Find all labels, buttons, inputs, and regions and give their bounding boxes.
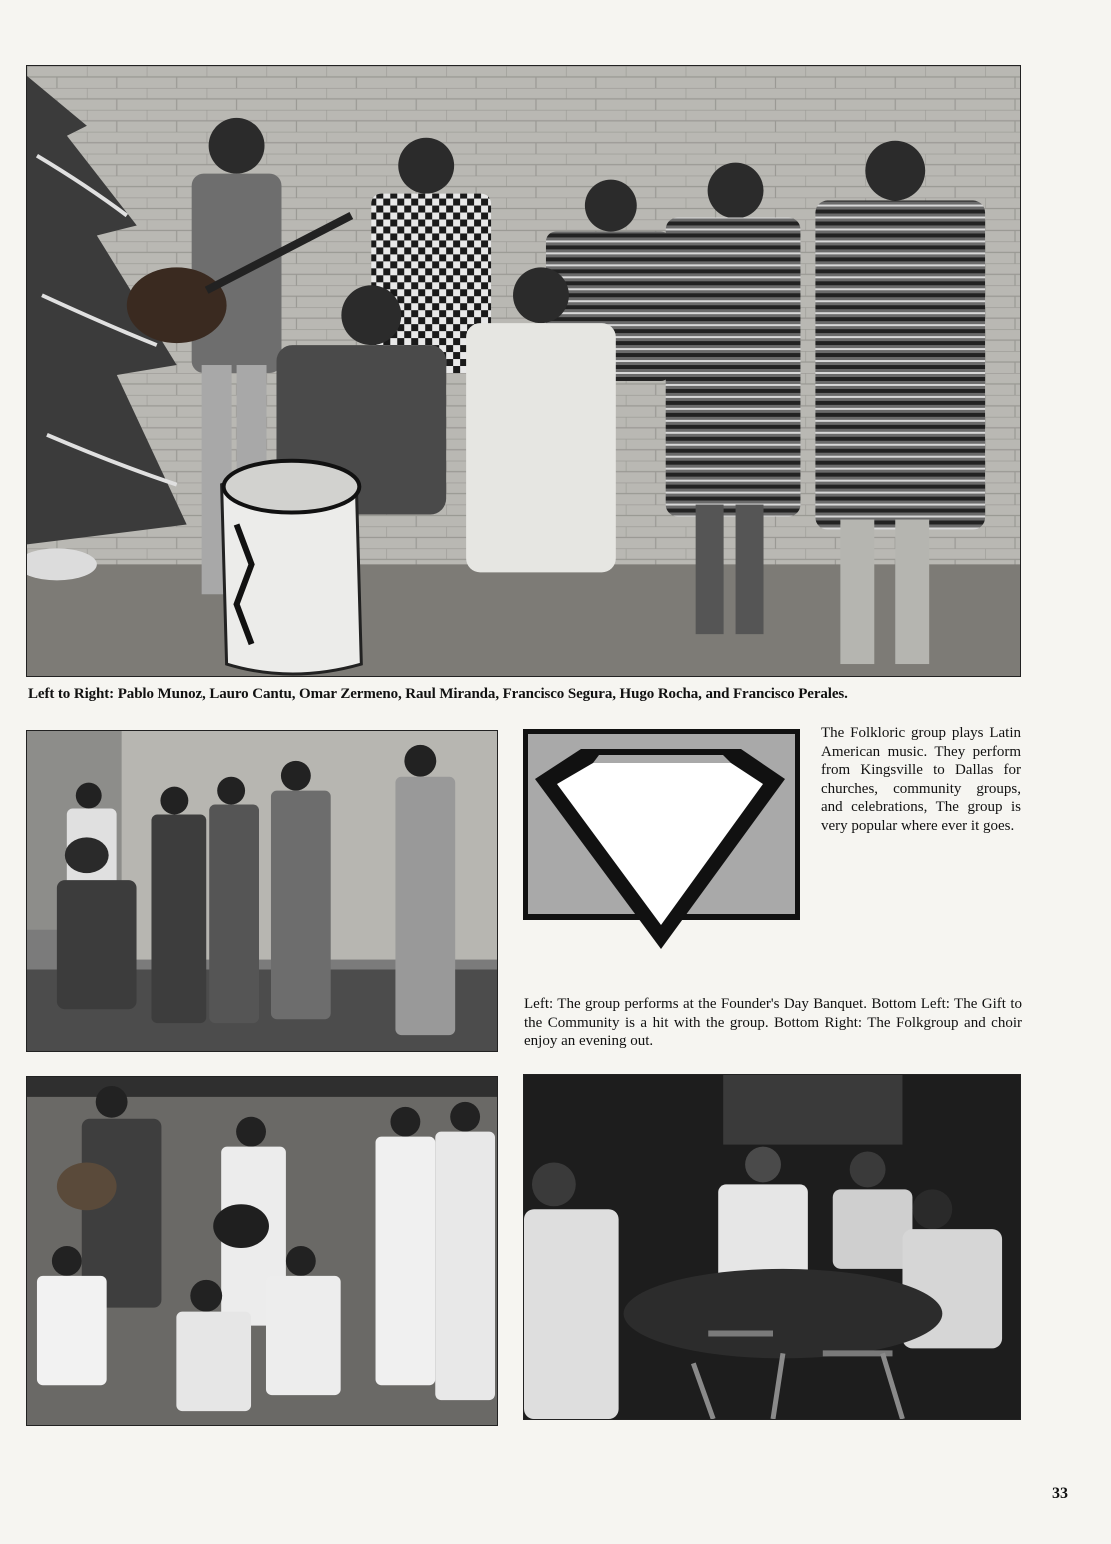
group-description: The Folkloric group plays Latin American music. They perform from Kingsville to Dallas for churches, community groups, and celebrations, The group is very popular where ever it goes.: [821, 725, 1021, 834]
banquet-photo: [26, 730, 498, 1052]
main-group-photo: [26, 65, 1021, 677]
page-number: 33: [1052, 1485, 1068, 1502]
main-photo-caption: Left to Right: Pablo Munoz, Lauro Cantu, Omar Zermeno, Raul Miranda, Francisco Segura, Hugo Rocha, and Francisco Perales.: [28, 686, 848, 702]
evening-photo: [523, 1074, 1021, 1420]
photos-caption: Left: The group performs at the Founder's Day Banquet. Bottom Left: The Gift to the Community is a hit with the group. Bottom Right: The Folkgroup and choir enjoy an evening out.: [524, 996, 1022, 1049]
gift-photo-image: [27, 1077, 497, 1425]
gift-photo: [26, 1076, 498, 1426]
diamond-emblem-icon: [523, 729, 800, 951]
evening-photo-image: [524, 1075, 1020, 1419]
banquet-photo-image: [27, 731, 497, 1051]
main-photo-image: [27, 66, 1020, 676]
